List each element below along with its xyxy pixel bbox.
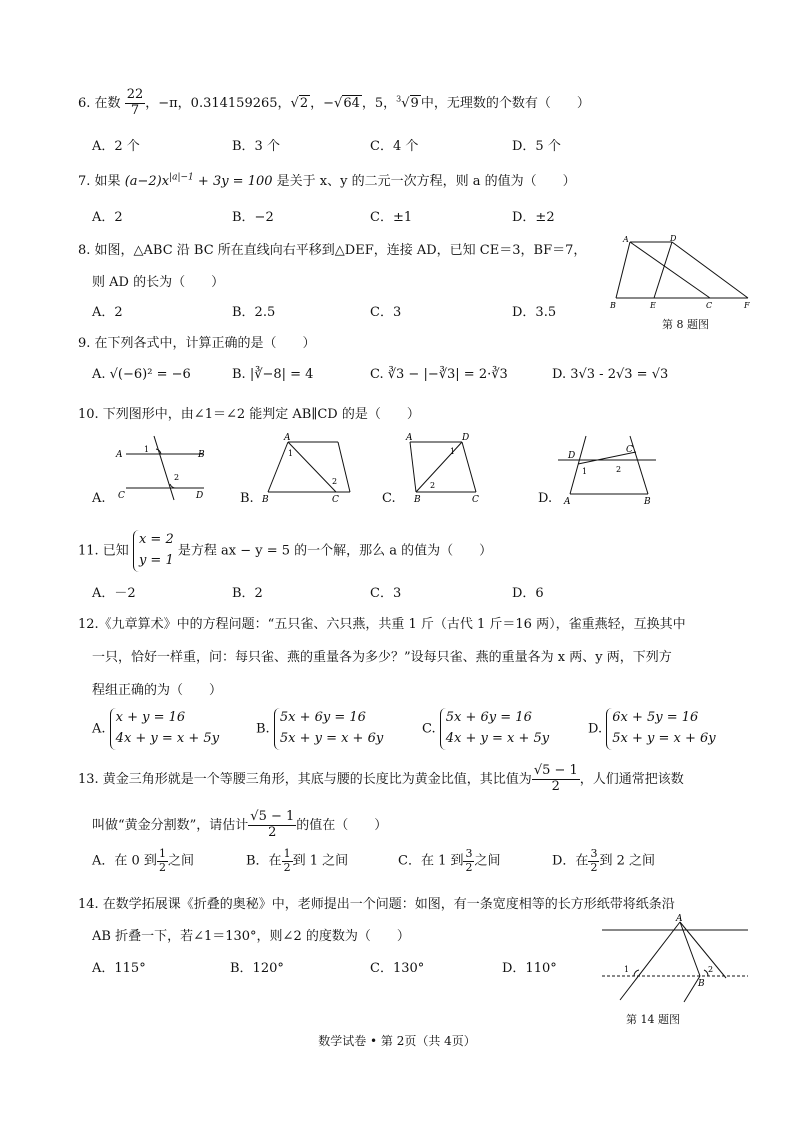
q10-option-c: C. xyxy=(382,491,396,506)
q14-figure xyxy=(600,912,750,1006)
q8-option-d: D．3.5 xyxy=(512,305,557,320)
svg-text:1: 1 xyxy=(288,449,294,458)
svg-text:D: D xyxy=(462,433,470,443)
q12-option-d: D. 6x + 5y = 16 5x + y = x + 6y xyxy=(588,708,716,750)
q8-label-a: A xyxy=(623,235,629,244)
svg-text:1: 1 xyxy=(582,467,588,476)
svg-text:D: D xyxy=(568,451,576,461)
q9-option-d: D. 3√3 - 2√3 = √3 xyxy=(552,367,669,382)
q14-option-d: D．110° xyxy=(502,961,557,976)
svg-text:D: D xyxy=(196,491,204,501)
svg-text:C: C xyxy=(626,445,633,455)
q6-option-c: C．4 个 xyxy=(370,139,419,154)
svg-text:2: 2 xyxy=(174,473,180,482)
svg-text:A: A xyxy=(406,433,413,443)
q7-option-a: A．2 xyxy=(92,210,123,225)
q7-option-c: C．±1 xyxy=(370,210,413,225)
q6-stem: 6. 在数 $\frac{22}{7}$ ，−π，0.314159265，√2 ，−√64 ，5，$^3$√9 中，无理数的个数有（ ） xyxy=(78,87,590,118)
q6-fraction: $\frac{22}{7}$ xyxy=(126,87,144,118)
q12-line2: 一只，恰好一样重，问：每只雀、燕的重量各为多少？”设每只雀、燕的重量各为 x 两、y 两，下列方 xyxy=(92,650,672,665)
q11-option-c: C．3 xyxy=(370,586,402,601)
q8-label-d: D xyxy=(670,234,677,243)
q13-line1: 13. 黄金三角形就是一个等腰三角形，其底与腰的长度比为黄金比值，其比值为 $\frac{√5 - 1}{2}$ ，人们通常把该数 xyxy=(78,763,684,794)
svg-text:1: 1 xyxy=(450,447,456,456)
svg-text:A: A xyxy=(676,914,683,924)
q13-line2: 叫做“黄金分割数”，请估计 $\frac{√5 - 1}{2}$ 的值在（ ） xyxy=(92,809,388,840)
q8-option-a: A．2 xyxy=(92,305,123,320)
page-footer: 数学试卷 • 第 2页（共 4页） xyxy=(318,1034,476,1048)
q9-option-b: B. |∛−8| = 4 xyxy=(232,367,314,382)
svg-text:C: C xyxy=(332,495,339,505)
q9-option-a: A. √(−6)² = −6 xyxy=(92,367,191,382)
q8-label-e: E xyxy=(650,301,656,310)
svg-text:A: A xyxy=(284,433,291,443)
q9-option-c: C. ∛3 − |−∛3| = 2·∛3 xyxy=(370,367,508,382)
q8-option-b: B．2.5 xyxy=(232,305,276,320)
q10-stem: 10. 下列图形中，由∠1＝∠2 能判定 AB∥CD 的是（ ） xyxy=(78,407,420,422)
q8-label-c: C xyxy=(706,301,713,310)
q10-option-d: D. xyxy=(538,491,553,506)
q10-figure-c xyxy=(400,430,490,506)
q10-option-b: B. xyxy=(240,491,254,506)
q14-caption: 第 14 题图 xyxy=(626,1013,680,1026)
q14-line1: 14. 在数学拓展课《折叠的奥秘》中，老师提出一个问题：如图，有一条宽度相等的长方形纸带将纸条沿 xyxy=(78,897,675,912)
q8-label-f: F xyxy=(744,301,750,310)
q7-option-d: D．±2 xyxy=(512,210,555,225)
q8-caption: 第 8 题图 xyxy=(662,318,709,331)
q8-figure xyxy=(606,232,756,310)
q8-line1: 8. 如图，△ABC 沿 BC 所在直线向右平移到△DEF，连接 AD，已知 CE＝3，BF＝7， xyxy=(78,243,587,258)
q14-option-a: A．115° xyxy=(92,961,146,976)
svg-text:1: 1 xyxy=(144,445,150,454)
q14-option-b: B．120° xyxy=(230,961,284,976)
q6-option-d: D．5 个 xyxy=(512,139,561,154)
svg-text:B: B xyxy=(414,495,421,505)
q8-line2: 则 AD 的长为（ ） xyxy=(92,275,225,290)
q6-option-b: B．3 个 xyxy=(232,139,280,154)
q12-option-c: C. 5x + 6y = 16 4x + y = x + 5y xyxy=(422,708,549,750)
q13-option-c: C．在 1 到 $\frac{3}{2}$ 之间 xyxy=(398,847,501,874)
q8-option-c: C．3 xyxy=(370,305,402,320)
q11-system: x = 2 y = 1 xyxy=(133,530,174,572)
svg-text:C: C xyxy=(118,491,125,501)
q12-line3: 程组正确的为（ ） xyxy=(92,683,223,698)
q10-figure-b xyxy=(258,430,358,506)
q11-option-a: A．－2 xyxy=(92,586,136,601)
q10-figure-d xyxy=(556,430,666,506)
svg-text:2: 2 xyxy=(430,481,436,490)
q14-line2: AB 折叠一下，若∠1＝130°，则∠2 的度数为（ ） xyxy=(92,929,410,944)
q10-figure-a xyxy=(112,432,212,502)
q12-line1: 12.《九章算术》中的方程问题：“五只雀、六只燕，共重 1 斤（古代 1 斤＝16 两），雀重燕轻，互换其中 xyxy=(78,617,686,632)
svg-text:C: C xyxy=(472,495,479,505)
svg-text:B: B xyxy=(698,979,705,989)
q13-option-a: A．在 0 到 $\frac{1}{2}$ 之间 xyxy=(92,847,194,874)
q12-option-b: B. 5x + 6y = 16 5x + y = x + 6y xyxy=(256,708,383,750)
svg-text:1: 1 xyxy=(624,965,630,974)
svg-text:A: A xyxy=(564,497,571,506)
svg-text:2: 2 xyxy=(616,465,622,474)
q9-stem: 9. 在下列各式中，计算正确的是（ ） xyxy=(78,336,316,351)
q11-option-b: B．2 xyxy=(232,586,263,601)
q14-option-c: C．130° xyxy=(370,961,425,976)
svg-text:B: B xyxy=(644,497,651,506)
q12-option-a: A. x + y = 16 4x + y = x + 5y xyxy=(92,708,219,750)
svg-text:2: 2 xyxy=(708,965,714,974)
svg-text:B: B xyxy=(262,495,269,505)
q13-option-d: D．在 $\frac{3}{2}$ 到 2 之间 xyxy=(552,847,655,874)
q13-option-b: B．在 $\frac{1}{2}$ 到 1 之间 xyxy=(246,847,349,874)
q7-stem: 7. 如果 $(a-2)x^{|a|-1} + 3y = 100$ 是关于 x、y 的二元一次方程，则 a 的值为（ ） xyxy=(78,172,576,189)
svg-text:B: B xyxy=(198,450,205,460)
svg-text:2: 2 xyxy=(332,477,338,486)
q10-option-a: A. xyxy=(92,491,106,506)
q8-label-b: B xyxy=(610,301,616,310)
q11-stem: 11. 已知 x = 2 y = 1 是方程 ax − y = 5 的一个解，那么 a 的值为（ ） xyxy=(78,530,492,572)
q6-option-a: A．2 个 xyxy=(92,139,140,154)
svg-text:A: A xyxy=(116,450,123,460)
q11-option-d: D．6 xyxy=(512,586,544,601)
q7-option-b: B．−2 xyxy=(232,210,274,225)
